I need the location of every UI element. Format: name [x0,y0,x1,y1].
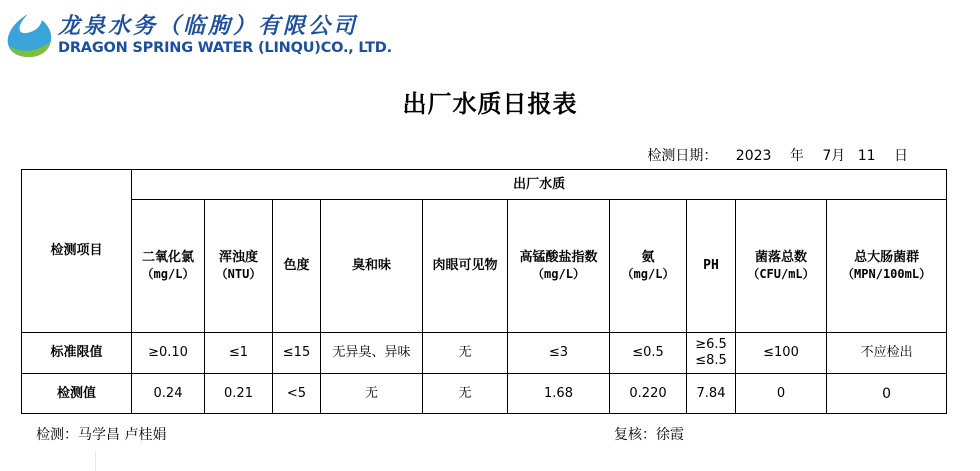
param-name: 二氧化氯 [141,249,194,265]
param-unit: （CFU/mL） [747,266,815,281]
measured-value: 7.84 [687,374,736,414]
group-header: 出厂水质 [132,170,947,200]
reviewer-signature: 复核：徐霞 [614,427,684,443]
param-unit: （mg/L） [621,266,675,281]
param-unit: （mg/L） [532,266,585,281]
date-day-unit: 日 [894,148,908,164]
standard-value: 无异臭、异味 [321,333,423,374]
param-name: 浑浊度 [218,249,258,265]
measured-value: 0.220 [610,374,687,414]
param-name: 氨 [641,249,655,265]
param-name: 高锰酸盐指数 [519,249,598,265]
item-header: 检测项目 [22,170,132,333]
measured-value: 0.21 [205,374,273,414]
water-drop-logo-icon [4,12,54,58]
report-title: 出厂水质日报表 [402,89,578,118]
param-unit: （mg/L） [141,266,195,281]
measured-value: 0.24 [132,374,205,414]
param-unit: （NTU） [215,266,262,281]
company-name-cn: 龙泉水务（临朐）有限公司 [58,14,359,39]
standard-value: 无 [423,333,508,374]
standard-label: 标准限值 [22,333,132,374]
date-year-unit: 年 [789,148,804,164]
measured-value: 0 [736,374,827,414]
date-label: 检测日期： [647,148,718,164]
date-year: 2023 [735,148,772,164]
measured-value: 0 [827,374,947,414]
measured-value: 无 [321,374,423,414]
param-name: 肉眼可见物 [432,258,498,273]
measured-value: 1.68 [508,374,610,414]
param-header [827,200,947,333]
param-header [736,200,827,333]
param-header [205,200,273,333]
standard-value: ≤1 [205,333,273,374]
company-name-en: DRAGON SPRING WATER (LINQU)CO., LTD. [58,40,392,56]
water-quality-table [21,169,947,414]
inspection-date [647,145,908,165]
param-name: 臭和味 [351,258,391,273]
param-header [508,200,610,333]
param-name: 色度 [283,258,310,273]
date-day: 11 [857,148,876,164]
standard-value: ≤15 [273,333,321,374]
param-header [687,200,736,333]
divider [95,451,96,471]
date-month: 7月 [822,148,846,164]
standard-value: 不应检出 [827,333,947,374]
param-header [273,200,321,333]
param-header [132,200,205,333]
measured-value: <5 [273,374,321,414]
param-header [423,200,508,333]
measured-value: 无 [423,374,508,414]
standard-value: ≤3 [508,333,610,374]
param-header [610,200,687,333]
tester-signature: 检测：马学昌 卢桂娟 [36,427,167,443]
standard-value: ≤0.5 [610,333,687,374]
param-name: 菌落总数 [754,249,807,265]
param-unit: （MPN/100mL） [842,266,932,281]
param-name: PH [703,258,719,273]
param-name: 总大肠菌群 [854,249,920,265]
standard-value: ≤100 [736,333,827,374]
standard-value: ≥0.10 [132,333,205,374]
param-header [321,200,423,333]
standard-value: ≥6.5 ≤8.5 [687,333,736,374]
measured-label: 检测值 [22,374,132,414]
